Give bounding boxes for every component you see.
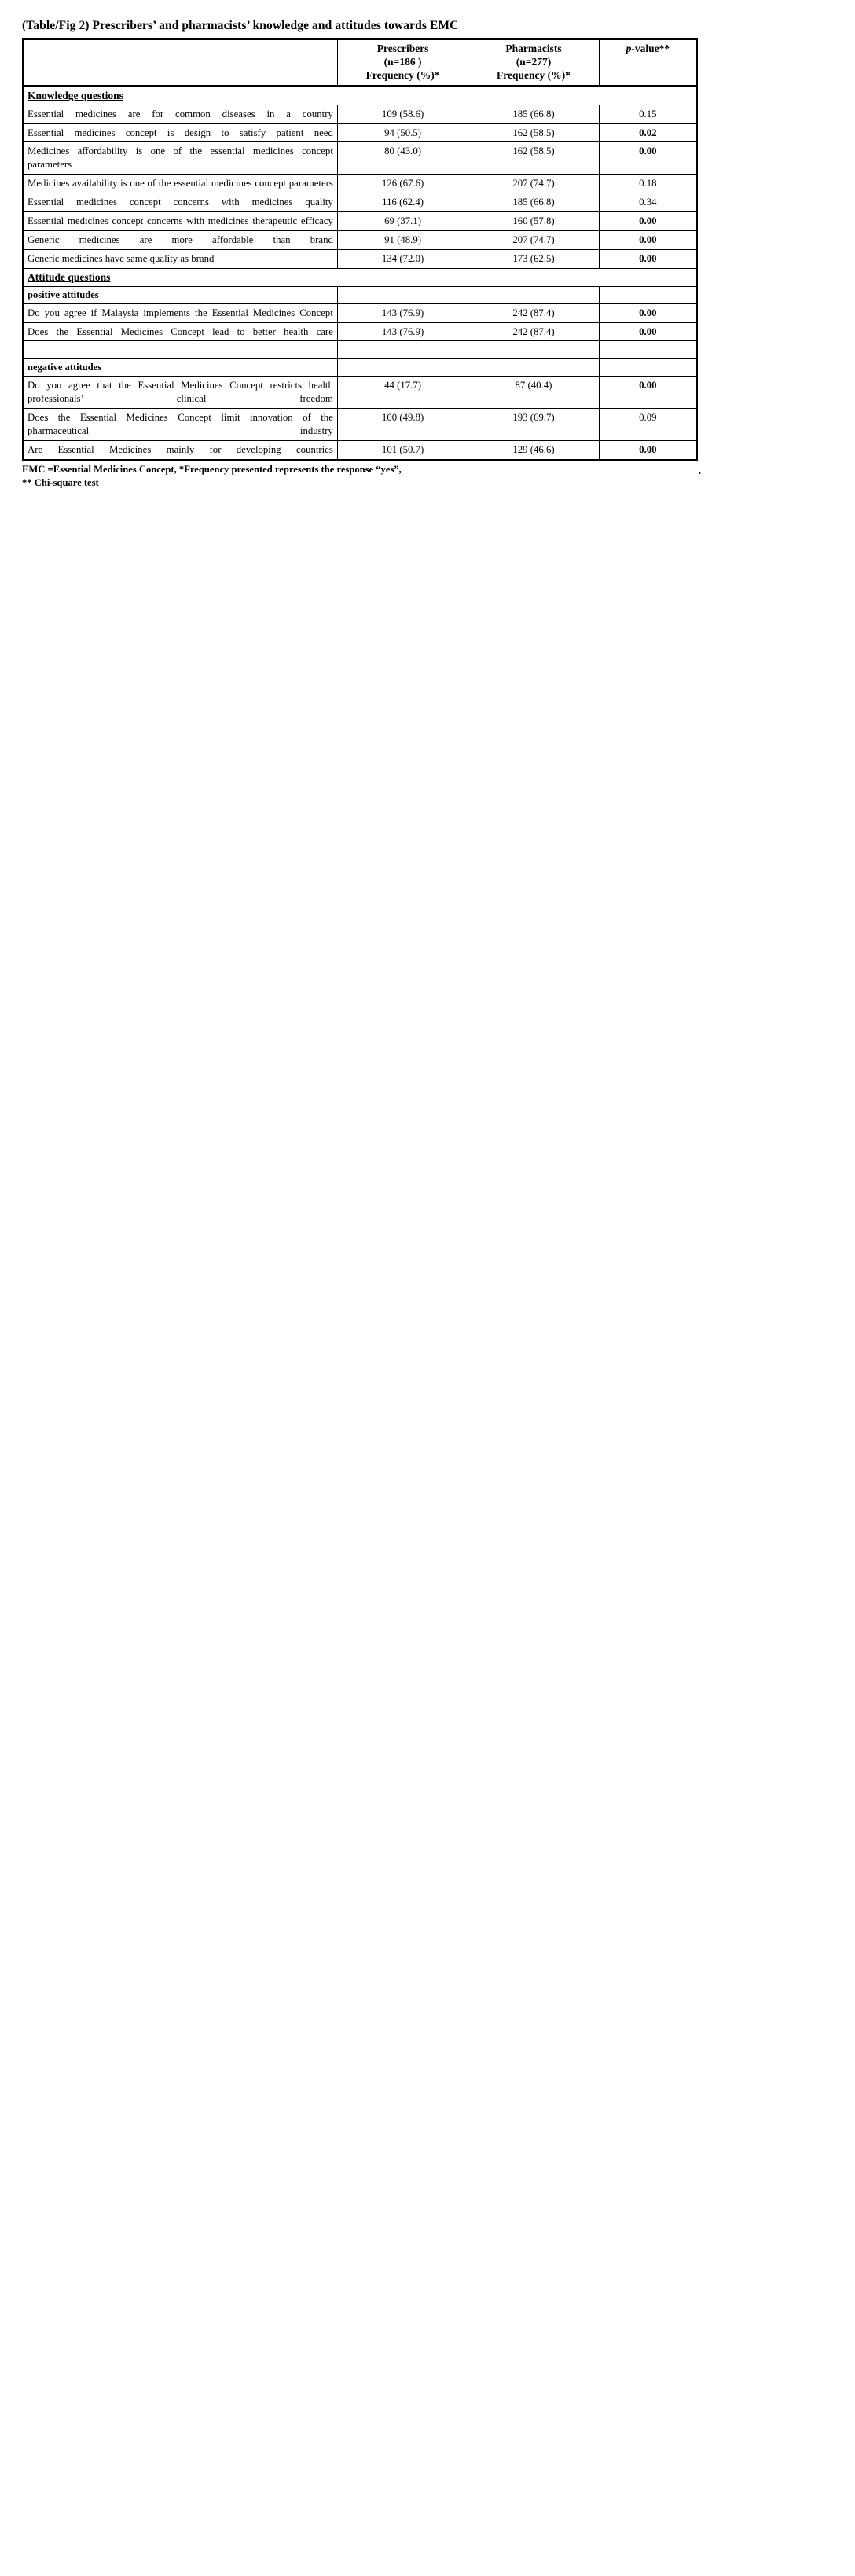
question-cell: Medicines availability is one of the essential medicines concept parameters xyxy=(23,175,337,193)
prescribers-cell: 91 (48.9) xyxy=(337,230,468,249)
question-cell: Generic medicines are more affordable than brand xyxy=(23,230,337,249)
question-cell: Essential medicines are for common diseases in a country xyxy=(23,105,337,123)
prescribers-cell: 109 (58.6) xyxy=(337,105,468,123)
section-title-knowledge: Knowledge questions xyxy=(28,89,123,101)
pharmacists-cell: 185 (66.8) xyxy=(468,193,599,212)
table-row xyxy=(23,440,697,459)
pvalue-italic-p: p xyxy=(626,42,632,54)
pharmacists-line2: (n=277) xyxy=(516,55,552,68)
pvalue-cell: 0.00 xyxy=(599,377,697,409)
table-container xyxy=(22,38,698,461)
question-cell: Generic medicines have same quality as brand xyxy=(23,249,337,268)
prescribers-cell: 126 (67.6) xyxy=(337,175,468,193)
column-header-question xyxy=(23,39,337,86)
section-header-attitude xyxy=(23,268,697,286)
table-row xyxy=(23,249,697,268)
column-header-prescribers xyxy=(337,39,468,86)
spacer-row xyxy=(23,341,697,359)
prescribers-cell: 44 (17.7) xyxy=(337,377,468,409)
prescribers-cell: 69 (37.1) xyxy=(337,211,468,230)
pvalue-cell: 0.00 xyxy=(599,249,697,268)
table-row xyxy=(23,193,697,212)
question-cell: Are Essential Medicines mainly for developing countries xyxy=(23,440,337,459)
prescribers-cell: 94 (50.5) xyxy=(337,123,468,142)
table-row xyxy=(23,211,697,230)
pharmacists-cell: 162 (58.5) xyxy=(468,142,599,175)
pharmacists-cell: 193 (69.7) xyxy=(468,409,599,441)
footnote-line-2: ** Chi-square test xyxy=(22,476,99,488)
subsection-header-positive xyxy=(23,286,697,303)
question-cell: Essential medicines concept concerns with medicines quality xyxy=(23,193,337,212)
prescribers-cell: 134 (72.0) xyxy=(337,249,468,268)
table-row xyxy=(23,230,697,249)
table-row xyxy=(23,409,697,441)
table-row xyxy=(23,322,697,341)
prescribers-cell: 80 (43.0) xyxy=(337,142,468,175)
prescribers-cell: 101 (50.7) xyxy=(337,440,468,459)
pharmacists-cell: 185 (66.8) xyxy=(468,105,599,123)
prescribers-line2: (n=186 ) xyxy=(383,55,422,68)
pvalue-suffix: -value** xyxy=(631,42,670,54)
table-header xyxy=(23,39,697,86)
prescribers-line1: Prescribers xyxy=(376,42,429,54)
question-cell: Does the Essential Medicines Concept limit innovation of the pharmaceutical industry xyxy=(23,409,337,441)
pvalue-cell: 0.15 xyxy=(599,105,697,123)
pvalue-cell: 0.00 xyxy=(599,211,697,230)
subsection-header-negative xyxy=(23,359,697,377)
question-cell: Does the Essential Medicines Concept lead to better health care xyxy=(23,322,337,341)
pharmacists-cell: 207 (74.7) xyxy=(468,175,599,193)
footnote-line-1: EMC =Essential Medicines Concept, *Frequency presented represents the response “yes”, xyxy=(22,463,402,475)
pvalue-cell: 0.18 xyxy=(599,175,697,193)
pharmacists-cell: 207 (74.7) xyxy=(468,230,599,249)
table-caption: (Table/Fig 2) Prescribers’ and pharmacists’ knowledge and attitudes towards EMC xyxy=(22,19,459,32)
pharmacists-cell: 242 (87.4) xyxy=(468,322,599,341)
table-row xyxy=(23,142,697,175)
prescribers-cell: 143 (76.9) xyxy=(337,303,468,322)
section-title-attitude: Attitude questions xyxy=(28,270,111,283)
pvalue-cell: 0.00 xyxy=(599,230,697,249)
pharmacists-cell: 173 (62.5) xyxy=(468,249,599,268)
prescribers-cell: 116 (62.4) xyxy=(337,193,468,212)
pvalue-cell: 0.02 xyxy=(599,123,697,142)
question-cell: Do you agree if Malaysia implements the Essential Medicines Concept xyxy=(23,303,337,322)
document-page xyxy=(0,0,855,490)
column-header-pvalue xyxy=(599,39,697,86)
pharmacists-cell: 87 (40.4) xyxy=(468,377,599,409)
table-row xyxy=(23,303,697,322)
table-body xyxy=(23,86,697,460)
pvalue-cell: 0.00 xyxy=(599,303,697,322)
pharmacists-line1: Pharmacists xyxy=(505,42,562,54)
knowledge-attitudes-table xyxy=(22,38,698,461)
pharmacists-cell: 242 (87.4) xyxy=(468,303,599,322)
prescribers-cell: 143 (76.9) xyxy=(337,322,468,341)
column-header-pharmacists xyxy=(468,39,599,86)
table-row xyxy=(23,175,697,193)
prescribers-cell: 100 (49.8) xyxy=(337,409,468,441)
section-header-knowledge xyxy=(23,86,697,105)
question-cell: Do you agree that the Essential Medicines Concept restricts health professionals’ clinical freedom xyxy=(23,377,337,409)
subsection-title-positive: positive attitudes xyxy=(23,286,337,303)
prescribers-line3: Frequency (%)* xyxy=(365,68,440,81)
question-cell: Essential medicines concept concerns with medicines therapeutic efficacy xyxy=(23,211,337,230)
pvalue-cell: 0.00 xyxy=(599,440,697,459)
pharmacists-line3: Frequency (%)* xyxy=(497,68,571,81)
pvalue-cell: 0.00 xyxy=(599,142,697,175)
question-cell: Essential medicines concept is design to satisfy patient need xyxy=(23,123,337,142)
pharmacists-cell: 129 (46.6) xyxy=(468,440,599,459)
table-row xyxy=(23,105,697,123)
footnote-mark: . xyxy=(698,465,701,476)
pvalue-cell: 0.34 xyxy=(599,193,697,212)
subsection-title-negative: negative attitudes xyxy=(23,359,337,377)
pharmacists-cell: 160 (57.8) xyxy=(468,211,599,230)
question-cell: Medicines affordability is one of the essential medicines concept parameters xyxy=(23,142,337,175)
pharmacists-cell: 162 (58.5) xyxy=(468,123,599,142)
table-row xyxy=(23,123,697,142)
table-row xyxy=(23,377,697,409)
pvalue-cell: 0.00 xyxy=(599,322,697,341)
pvalue-cell: 0.09 xyxy=(599,409,697,441)
table-footnote xyxy=(22,463,706,490)
